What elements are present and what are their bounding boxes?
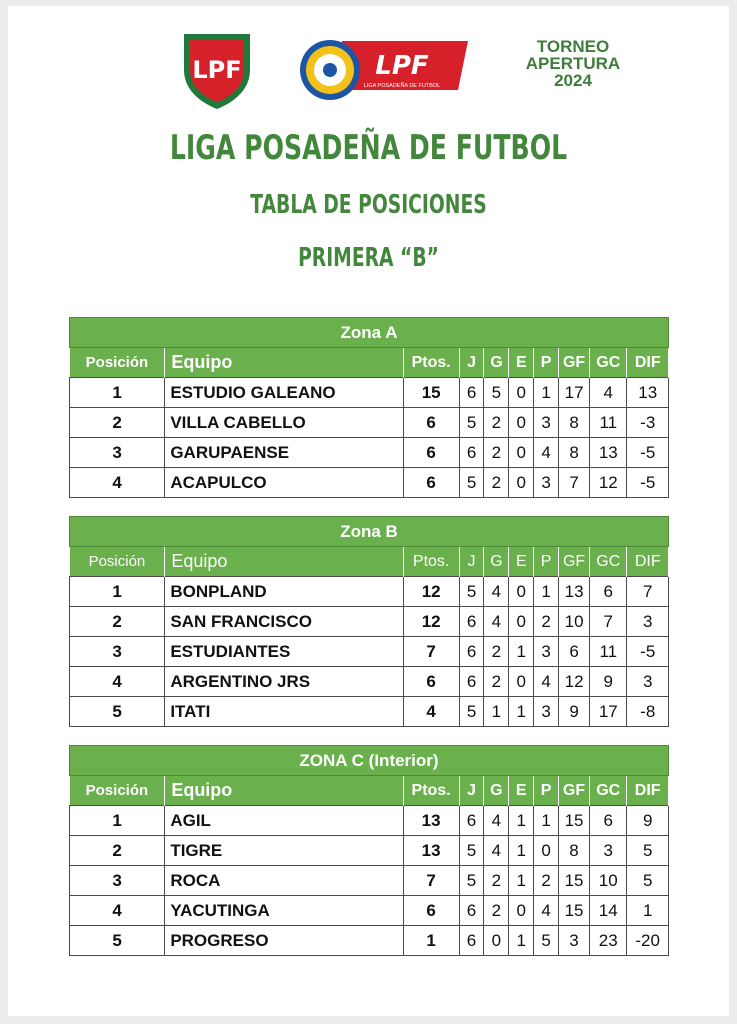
cell-goals-for: 7 — [559, 468, 590, 498]
cell-goal-diff: 5 — [627, 866, 669, 896]
cell-team: AGIL — [165, 806, 403, 836]
shield-logo-text: LPF — [192, 56, 242, 84]
cell-goal-diff: 3 — [627, 607, 669, 637]
cell-position: 5 — [70, 697, 165, 727]
cell-won: 4 — [484, 806, 509, 836]
cell-goals-for: 8 — [558, 836, 589, 866]
cell-goal-diff: 1 — [627, 896, 669, 926]
cell-lost: 2 — [534, 866, 559, 896]
column-header-played: J — [459, 776, 484, 806]
cell-lost: 4 — [534, 896, 559, 926]
column-header-won: G — [484, 776, 509, 806]
cell-won: 4 — [484, 607, 509, 637]
cell-goal-diff: -20 — [627, 926, 669, 956]
cell-goal-diff: -3 — [627, 408, 669, 438]
cell-goal-diff: 3 — [627, 667, 669, 697]
cell-position: 1 — [70, 378, 165, 408]
cell-goals-against: 9 — [590, 667, 627, 697]
cell-goal-diff: -8 — [627, 697, 669, 727]
column-header-lost: P — [534, 776, 559, 806]
cell-team: VILLA CABELLO — [165, 408, 403, 438]
column-header-team: Equipo — [165, 547, 403, 577]
cell-goals-against: 11 — [590, 408, 627, 438]
cell-goals-for: 17 — [559, 378, 590, 408]
tournament-label — [498, 38, 648, 89]
column-header-position: Posición — [70, 776, 165, 806]
table-row — [70, 896, 669, 926]
cell-won: 2 — [484, 408, 509, 438]
cell-points: 7 — [403, 637, 459, 667]
column-header-goal-diff: DIF — [627, 547, 669, 577]
cell-points: 13 — [403, 836, 459, 866]
cell-drawn: 1 — [509, 697, 534, 727]
table-row — [70, 408, 669, 438]
lpf-badge-logo — [298, 38, 470, 102]
cell-points: 6 — [403, 896, 459, 926]
cell-goal-diff: -5 — [627, 637, 669, 667]
cell-lost: 3 — [534, 697, 559, 727]
cell-goals-against: 11 — [590, 637, 627, 667]
cell-lost: 3 — [534, 637, 559, 667]
cell-won: 2 — [484, 637, 509, 667]
cell-team: ROCA — [165, 866, 403, 896]
column-header-goals-for: GF — [559, 348, 590, 378]
cell-goals-for: 10 — [559, 607, 590, 637]
cell-goals-for: 15 — [558, 896, 589, 926]
table-row — [70, 836, 669, 866]
cell-goals-against: 6 — [590, 577, 627, 607]
table-row — [70, 637, 669, 667]
column-header-goals-for: GF — [558, 776, 589, 806]
table-row — [70, 697, 669, 727]
column-header-team: Equipo — [165, 776, 403, 806]
cell-team: GARUPAENSE — [165, 438, 403, 468]
cell-goals-for: 15 — [558, 866, 589, 896]
cell-position: 2 — [70, 408, 165, 438]
cell-won: 4 — [484, 836, 509, 866]
cell-points: 13 — [403, 806, 459, 836]
cell-position: 1 — [70, 577, 165, 607]
cell-drawn: 1 — [509, 806, 534, 836]
cell-goals-against: 3 — [590, 836, 627, 866]
cell-points: 15 — [403, 378, 459, 408]
zone-table — [69, 317, 669, 498]
cell-drawn: 1 — [509, 836, 534, 866]
cell-drawn: 1 — [509, 926, 534, 956]
cell-won: 2 — [484, 667, 509, 697]
cell-goals-for: 6 — [559, 637, 590, 667]
cell-drawn: 0 — [509, 468, 534, 498]
lpf-shield-logo — [180, 30, 254, 110]
cell-played: 6 — [459, 378, 484, 408]
cell-lost: 5 — [534, 926, 559, 956]
column-header-goal-diff: DIF — [627, 776, 669, 806]
cell-won: 4 — [484, 577, 509, 607]
cell-goals-for: 15 — [558, 806, 589, 836]
cell-lost: 1 — [534, 577, 559, 607]
column-header-won: G — [484, 348, 509, 378]
zone-title: ZONA C (Interior) — [70, 746, 669, 776]
cell-won: 0 — [484, 926, 509, 956]
cell-won: 2 — [484, 468, 509, 498]
cell-position: 5 — [70, 926, 165, 956]
cell-won: 1 — [484, 697, 509, 727]
cell-team: BONPLAND — [165, 577, 403, 607]
zone-title: Zona B — [70, 517, 669, 547]
cell-played: 6 — [459, 896, 484, 926]
column-header-points: Ptos. — [403, 348, 459, 378]
cell-drawn: 0 — [509, 438, 534, 468]
cell-played: 5 — [459, 468, 484, 498]
cell-drawn: 0 — [509, 607, 534, 637]
cell-played: 6 — [459, 806, 484, 836]
cell-goals-for: 9 — [559, 697, 590, 727]
cell-team: PROGRESO — [165, 926, 403, 956]
cell-goal-diff: -5 — [627, 438, 669, 468]
cell-goals-against: 12 — [590, 468, 627, 498]
column-header-played: J — [459, 348, 484, 378]
cell-position: 3 — [70, 866, 165, 896]
cell-goals-against: 10 — [590, 866, 627, 896]
cell-lost: 2 — [534, 607, 559, 637]
column-header-position: Posición — [70, 547, 165, 577]
column-header-team: Equipo — [165, 348, 403, 378]
cell-team: ACAPULCO — [165, 468, 403, 498]
cell-goals-for: 12 — [559, 667, 590, 697]
cell-goals-against: 14 — [590, 896, 627, 926]
cell-played: 6 — [459, 667, 484, 697]
cell-team: ARGENTINO JRS — [165, 667, 403, 697]
cell-position: 2 — [70, 836, 165, 866]
cell-position: 2 — [70, 607, 165, 637]
column-header-drawn: E — [509, 348, 534, 378]
table-row — [70, 667, 669, 697]
cell-drawn: 0 — [509, 667, 534, 697]
table-row — [70, 866, 669, 896]
cell-lost: 1 — [534, 806, 559, 836]
page-subtitle: TABLA DE POSICIONES — [250, 190, 487, 220]
cell-team: YACUTINGA — [165, 896, 403, 926]
cell-points: 12 — [403, 607, 459, 637]
column-header-lost: P — [534, 348, 559, 378]
column-header-played: J — [459, 547, 484, 577]
column-header-position: Posición — [70, 348, 165, 378]
table-row — [70, 378, 669, 408]
cell-position: 4 — [70, 896, 165, 926]
cell-goal-diff: -5 — [627, 468, 669, 498]
tournament-line-1: TORNEO — [536, 37, 610, 56]
cell-played: 5 — [459, 866, 484, 896]
column-header-goals-against: GC — [590, 348, 627, 378]
cell-goals-against: 17 — [590, 697, 627, 727]
table-row — [70, 577, 669, 607]
column-header-goals-for: GF — [559, 547, 590, 577]
cell-points: 1 — [403, 926, 459, 956]
cell-goals-against: 7 — [590, 607, 627, 637]
cell-played: 5 — [459, 836, 484, 866]
cell-team: ESTUDIO GALEANO — [165, 378, 403, 408]
division-title: PRIMERA “B” — [298, 243, 439, 273]
cell-points: 6 — [403, 438, 459, 468]
column-header-lost: P — [534, 547, 559, 577]
column-header-drawn: E — [509, 547, 534, 577]
cell-drawn: 0 — [509, 577, 534, 607]
table-row — [70, 607, 669, 637]
cell-goals-against: 6 — [590, 806, 627, 836]
zone-table — [69, 745, 669, 956]
cell-lost: 4 — [534, 667, 559, 697]
cell-points: 7 — [403, 866, 459, 896]
column-header-points: Ptos. — [403, 547, 459, 577]
column-header-goals-against: GC — [590, 776, 627, 806]
cell-played: 5 — [459, 408, 484, 438]
cell-position: 3 — [70, 438, 165, 468]
badge-logo-text: LPF — [375, 51, 429, 81]
tournament-line-2: APERTURA — [525, 54, 621, 73]
cell-drawn: 0 — [509, 408, 534, 438]
cell-position: 4 — [70, 667, 165, 697]
cell-goals-for: 8 — [559, 408, 590, 438]
cell-team: ITATI — [165, 697, 403, 727]
cell-won: 2 — [484, 438, 509, 468]
cell-goals-against: 23 — [590, 926, 627, 956]
cell-played: 6 — [459, 438, 484, 468]
table-row — [70, 468, 669, 498]
column-header-points: Ptos. — [403, 776, 459, 806]
cell-drawn: 1 — [509, 637, 534, 667]
cell-position: 4 — [70, 468, 165, 498]
cell-points: 6 — [403, 667, 459, 697]
cell-goal-diff: 9 — [627, 806, 669, 836]
cell-won: 5 — [484, 378, 509, 408]
cell-won: 2 — [484, 866, 509, 896]
cell-drawn: 0 — [509, 378, 534, 408]
badge-logo-subtext: LIGA POSADEÑA DE FUTBOL — [363, 83, 441, 89]
cell-goals-for: 8 — [559, 438, 590, 468]
column-header-goal-diff: DIF — [627, 348, 669, 378]
cell-drawn: 0 — [509, 896, 534, 926]
column-header-goals-against: GC — [590, 547, 627, 577]
cell-lost: 0 — [534, 836, 559, 866]
table-row — [70, 926, 669, 956]
cell-lost: 4 — [534, 438, 559, 468]
cell-goals-for: 3 — [558, 926, 589, 956]
cell-goal-diff: 5 — [627, 836, 669, 866]
cell-played: 6 — [459, 926, 484, 956]
cell-goals-against: 4 — [590, 378, 627, 408]
column-header-drawn: E — [509, 776, 534, 806]
cell-team: ESTUDIANTES — [165, 637, 403, 667]
table-row — [70, 806, 669, 836]
cell-played: 6 — [459, 607, 484, 637]
tournament-line-3: 2024 — [554, 71, 592, 90]
cell-played: 5 — [459, 697, 484, 727]
cell-lost: 3 — [534, 468, 559, 498]
cell-lost: 1 — [534, 378, 559, 408]
cell-points: 12 — [403, 577, 459, 607]
cell-team: SAN FRANCISCO — [165, 607, 403, 637]
cell-goal-diff: 13 — [627, 378, 669, 408]
cell-team: TIGRE — [165, 836, 403, 866]
cell-points: 6 — [403, 468, 459, 498]
table-row — [70, 438, 669, 468]
cell-played: 5 — [459, 577, 484, 607]
column-header-won: G — [484, 547, 509, 577]
page-title: LIGA POSADEÑA DE FUTBOL — [169, 128, 568, 168]
cell-position: 1 — [70, 806, 165, 836]
cell-goals-against: 13 — [590, 438, 627, 468]
cell-position: 3 — [70, 637, 165, 667]
zone-title: Zona A — [70, 318, 669, 348]
cell-points: 4 — [403, 697, 459, 727]
cell-played: 6 — [459, 637, 484, 667]
cell-points: 6 — [403, 408, 459, 438]
cell-lost: 3 — [534, 408, 559, 438]
cell-goals-for: 13 — [559, 577, 590, 607]
cell-won: 2 — [484, 896, 509, 926]
cell-goal-diff: 7 — [627, 577, 669, 607]
cell-drawn: 1 — [509, 866, 534, 896]
zone-table — [69, 516, 669, 727]
